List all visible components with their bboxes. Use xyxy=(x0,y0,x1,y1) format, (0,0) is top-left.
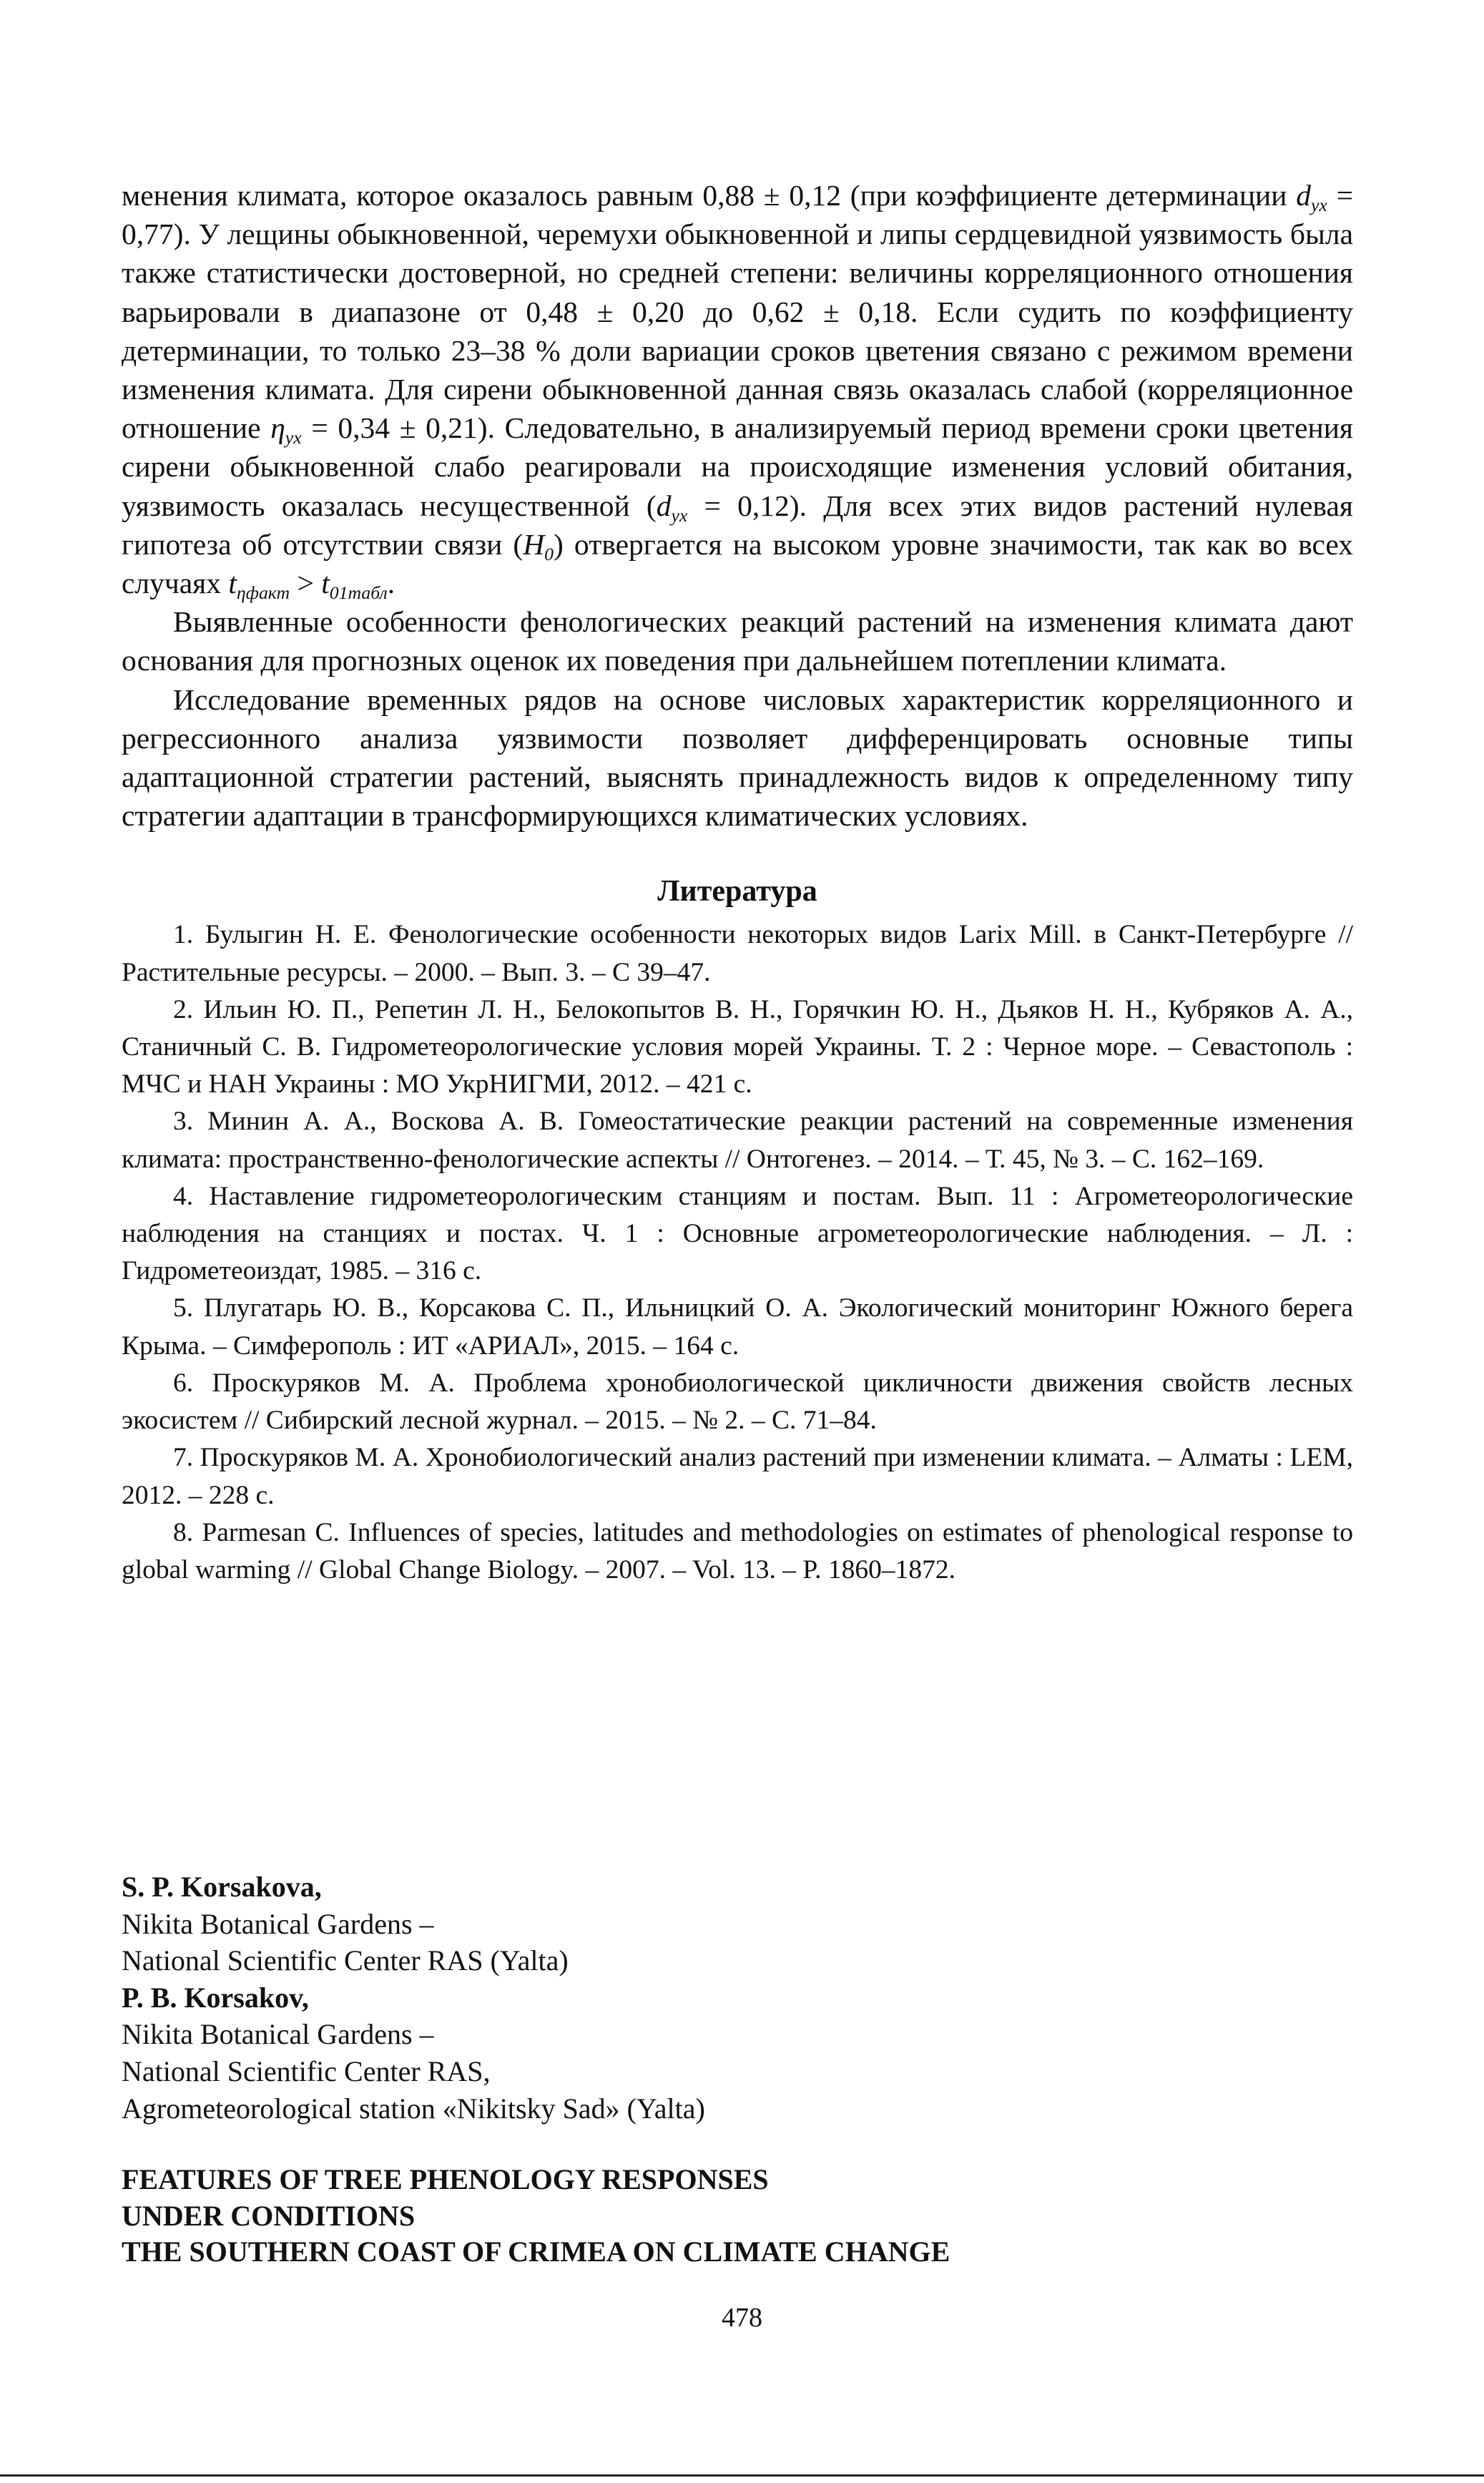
author-affiliation: National Scientific Center RAS, xyxy=(122,2055,491,2087)
math-symbol: $d_{yx}$ xyxy=(1296,179,1327,216)
english-title-line: FEATURES OF TREE PHENOLOGY RESPONSES xyxy=(122,2163,769,2195)
english-title-line: UNDER CONDITIONS xyxy=(122,2199,416,2232)
reference-item: 6. Проскуряков М. А. Проблема хронобиологической цикличности движения свойств лесных экосистем // Сибирский лесной журнал. – 2015. – № 2. – С. 71–84. xyxy=(122,1368,1353,1436)
math-symbol: $t_{01табл}$ xyxy=(321,567,388,604)
body-text xyxy=(122,176,1353,835)
text-run: . xyxy=(387,567,395,600)
math-symbol: $d_{yx}$ xyxy=(656,489,688,526)
reference-item: 7. Проскуряков М. А. Хронобиологический анализ растений при изменении климата. – Алматы : LEM, 2012. – 228 с. xyxy=(122,1443,1353,1510)
page-number: 478 xyxy=(722,2303,762,2333)
body-paragraph xyxy=(122,680,1353,836)
page-body xyxy=(122,176,1353,1589)
english-title xyxy=(122,2162,950,2271)
english-title-line: THE SOUTHERN COAST OF CRIMEA ON CLIMATE CHANGE xyxy=(122,2235,950,2268)
reference-item: 1. Булыгин Н. Е. Фенологические особенности некоторых видов Larix Mill. в Санкт-Петербурге // Растительные ресурсы. – 2000. – Вып. 3. – С 39–47. xyxy=(122,920,1353,987)
references-heading: Литература xyxy=(657,875,817,909)
math-subscript: yx xyxy=(671,504,688,526)
text-run: = 0,34 ± 0,21). Следовательно, в анализируемый период времени сроки цветения сирени обыкновенной слабо реагировали на происходящие изменения условий обитания, уязвимость оказалась несущественной ( xyxy=(122,411,1353,522)
author-affiliation: Agrometeorological station «Nikitsky Sad» (Yalta) xyxy=(122,2092,705,2125)
author-block xyxy=(122,1869,705,2127)
math-subscript: yx xyxy=(1310,195,1327,216)
reference-item: 4. Наставление гидрометеорологическим станциям и постам. Вып. 11 : Агрометеорологические наблюдения на станциях и постах. Ч. 1 : Основные агрометеорологические наблюдения. – Л. : Гидрометеоиздат, 1985. – 316 с. xyxy=(122,1181,1353,1286)
reference-item: 5. Плугатарь Ю. В., Корсакова С. П., Ильницкий О. А. Экологический мониторинг Южного берега Крыма. – Симферополь : ИТ «АРИАЛ», 2015. – 164 с. xyxy=(122,1293,1353,1361)
math-subscript: 01табл xyxy=(329,582,388,604)
body-paragraph xyxy=(122,602,1353,680)
text-run: Исследование временных рядов на основе числовых характеристик корреляционного и регрессионного анализа уязвимости позволяет дифференцировать основные типы адаптационной стратегии растений, выяснять принадлежность видов к определенному типу стратегии адаптации в трансформирующихся климатических условиях. xyxy=(122,682,1353,833)
math-subscript: 0 xyxy=(544,544,554,565)
math-symbol: $\eta_{yx}$ xyxy=(270,411,302,449)
math-subscript: ηфакт xyxy=(236,582,290,604)
author-affiliation: Nikita Botanical Gardens – xyxy=(122,2018,434,2051)
reference-item: 3. Минин А. А., Воскова А. В. Гомеостатические реакции растений на современные изменения климата: пространственно-фенологические аспекты // Онтогенез. – 2014. – Т. 45, № 3. – С. 162–169. xyxy=(122,1107,1353,1174)
author-affiliation: Nikita Botanical Gardens – xyxy=(122,1907,434,1940)
text-run: = 0,12). Для всех этих видов растений нулевая гипотеза об отсутствии связи ( xyxy=(122,489,1353,561)
author-affiliation: National Scientific Center RAS (Yalta) xyxy=(122,1944,569,1977)
text-run: менения климата, которое оказалось равным 0,88 ± 0,12 (при коэффициенте детерминации xyxy=(122,179,1297,212)
text-run: = 0,77). У лещины обыкновенной, черемухи обыкновенной и липы сердцевидной уязвимость была также статистически достоверной, но средней степени: величины корреляционного отношения варьировали в диапазоне от 0,48 ± 0,20 до 0,62 ± 0,18. Если судить по коэффициенту детерминации, то только 23–38 % доли вариации сроков цветения связано с режимом времени изменения климата. Для сирени обыкновенной данная связь оказалась слабой (корреляционное отношение xyxy=(122,179,1354,445)
author-name: P. B. Korsakov, xyxy=(122,1981,309,2014)
math-symbol: $H_0$ xyxy=(523,527,554,565)
references-list xyxy=(122,916,1353,1589)
reference-item: 2. Ильин Ю. П., Репетин Л. Н., Белокопытов В. Н., Горячкин Ю. Н., Дьяков Н. Н., Кубряков А. А., Станичный С. В. Гидрометеорологические условия морей Украины. Т. 2 : Черное море. – Севастополь : МЧС и НАН Украины : МО УкрНИГМИ, 2012. – 421 с. xyxy=(122,994,1353,1100)
math-subscript: yx xyxy=(285,427,302,449)
text-run: ) отвергается на высоком уровне значимости, так как во всех случаях xyxy=(122,527,1353,600)
author-name: S. P. Korsakova, xyxy=(122,1871,322,1903)
reference-item: 8. Parmesan C. Influences of species, latitudes and methodologies on estimates of phenological response to global warming // Global Change Biology. – 2007. – Vol. 13. – P. 1860–1872. xyxy=(122,1517,1353,1585)
text-run: Выявленные особенности фенологических реакций растений на изменения климата дают основания для прогнозных оценок их поведения при дальнейшем потеплении климата. xyxy=(122,605,1353,677)
text-run: > xyxy=(290,567,322,600)
body-paragraph xyxy=(122,176,1353,602)
math-symbol: $t_{\eta факт}$ xyxy=(228,567,290,604)
scan-edge-rule xyxy=(0,2474,1484,2477)
